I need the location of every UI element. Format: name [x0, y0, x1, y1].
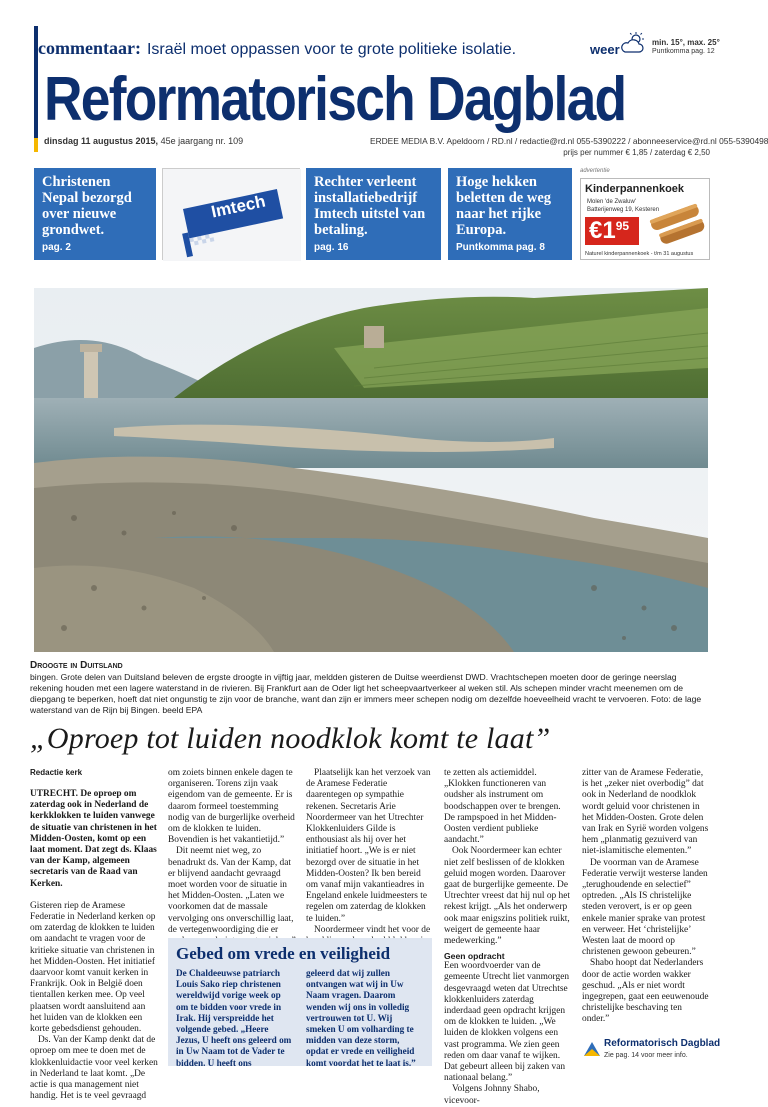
article-paragraph: Volgens Johnny Shabo, vicevoor-	[444, 1084, 540, 1106]
article-subheading: Geen opdracht	[444, 951, 505, 962]
article-paragraph: Ook Noordermeer kan echter niet zelf beslissen of de klokken geluid mogen worden. Daarover gaat de burgerlijke gemeente. De Utrechter vreest dat hij nul op het rekest krijgt. „Als het onderwerp ook maar enigszins politiek ruikt, weigert de gemeente haar medewerking.”	[444, 846, 570, 947]
teaser-title: Rechter verleent installatiebedrijf Imtech uitstel van betaling.	[314, 174, 426, 238]
article-paragraph: Plaatselijk kan het verzoek van de Aramese Federatie daarentegen op sympathie rekenen. Secretaris Arie Noordermeer van het Utrechter Klokkenluiders Gilde is enthousiast als hij over het initiatief hoort. „We is er niet bezorgd over de situatie in het Midden-Oosten? Ik ben bereid om vanaf mijn vakantieadres in Engeland enkele luidmeesters te regelen om zaterdag de klokken te luiden.”	[306, 768, 431, 924]
weather-label: weer	[590, 42, 620, 57]
prayer-text-left: De Chaldeeuwse patriarch Louis Sako riep christenen wereldwijd vorige week op om te bidden voor vrede in Irak. Hij verspreidde het volgende gebed. „Heere Jezus, U heeft ons geleerd om in Uw Naam tot de Vader te bidden. U heeft ons	[176, 968, 292, 1068]
imtech-sign-text: Imtech	[209, 191, 268, 222]
ad-footer: Naturel kinderpannenkoek - t/m 31 augustus	[585, 251, 694, 257]
advertisement[interactable]	[580, 168, 710, 260]
teaser-imtech[interactable]	[306, 168, 441, 260]
article-paragraph: De voorman van de Aramese Federatie verwijt westerse landen „terughoudende en selectief” optreden. „Als IS christelijke steden verovert, is er op geen enkele manier sprake van protest en verweer. Het ‘christelijke’ Westen laat de moord op christenen gewoon gebeuren.”	[582, 857, 708, 958]
teaser-page: pag. 16	[314, 242, 349, 253]
ad-shop-name: Molen 'de Zwaluw'	[587, 199, 636, 205]
article-byline: Redactie kerk	[30, 768, 83, 777]
teaser-title: Christenen Nepal bezorgd over nieuwe grondwet.	[42, 174, 132, 238]
caption-credit: beeld EPA	[162, 705, 203, 715]
river-landscape-graphic	[34, 288, 708, 652]
imtech-image[interactable]	[162, 168, 300, 260]
article-column-3	[306, 768, 434, 936]
prayer-box	[168, 938, 432, 1066]
photo-caption	[30, 660, 710, 716]
teaser-nepal[interactable]	[34, 168, 156, 260]
ad-price	[585, 217, 639, 245]
article-paragraph: om zoiets binnen enkele dagen te organiseren. Torens zijn vaak eigendom van de gemeente. Er is daarom formeel toestemming nodig van de burgerlijke overheid om de klokken te luiden. Bovendien is het vakantietijd.”	[168, 768, 295, 846]
article-paragraph: te zetten als actiemiddel. „Klokken functioneren van oudsher als instrument om boodschappen over te brengen. De rampspoed in het Midden-Oosten verdient publieke aandacht.”	[444, 768, 561, 846]
article-paragraph: zitter van de Aramese Federatie, is het „zeker niet overbodig” dat ook in Nederland de noodklok wordt geluid voor christenen in het Midden-Oosten. Grote delen van Irak en Syrië worden volgens hem „planmatig gezuiverd van niet-islamitische elementen.”	[582, 768, 709, 857]
article-paragraph: Een woordvoerder van de gemeente Utrecht liet vanmorgen desgevraagd weten dat Utrechtse klokkenluiders zaterdag inderdaad geen opdracht krijgen om de klokken te luiden. „We luiden de klokken volgens een vast programma. We zien geen reden om daar vanaf te wijken. Dat gebeurt alleen bij zaken van nationaal belang.”	[444, 961, 570, 1084]
ad-title: Kinderpannenkoek	[585, 183, 685, 195]
article-paragraph: Noordermeer vindt het voor de	[314, 924, 431, 935]
issue-number: 45e jaargang nr. 109	[160, 136, 244, 146]
rhine-drought-photo[interactable]	[34, 288, 708, 652]
cloud-sun-icon	[620, 32, 646, 54]
prayer-text-right: geleerd dat wij zullen ontvangen wat wij in Uw Naam vragen. Daarom wenden wij ons in volledig vertrouwen tot U. Wij smeken U om volharding te midden van deze storm, opdat er vrede en veiligheid komt voordat het te laat is.”	[306, 968, 416, 1068]
ad-price-main: €1	[589, 217, 616, 244]
teaser-page: Puntkomma pag. 8	[456, 242, 545, 253]
commentary-teaser[interactable]	[38, 38, 578, 60]
masthead-accent-bar-yellow	[34, 138, 38, 152]
article-lead: UTRECHT. De oproep om zaterdag ook in Nederland de kerkklokken te luiden vanwege de situatie van christenen in het Midden-Oosten, komt op een laat moment. Dat zegt ds. Klaas van der Kamp, algemeen secretaris van de Raad van Kerken.	[30, 789, 157, 889]
pancake-roll-graphic	[649, 203, 707, 249]
caption-text: bingen. Grote delen van Duitsland beleven de ergste droogte in vijftig jaar, meldden gisteren de Duitse weerdienst DWD. Vrachtschepen moeten door de geringe neerslag rekening houden met een lagere waterstand in de rivieren. Bij Frankfurt aan de Oder ligt het scheepvaartverkeer al weken stil. Als schepen minder vracht meenemen om de diepgang te beperken, hoeft dat niet ongunstig te zijn voor de branche, want dan zijn er immers meer schepen nodig om dezelfde hoeveelheid vracht te vervoeren. Foto: de lage waterstand van de Rijn bij Bingen.	[30, 672, 702, 715]
teaser-page: pag. 2	[42, 242, 71, 253]
ad-label: advertentie	[580, 168, 610, 174]
issue-date: dinsdag 11 augustus 2015,	[44, 136, 159, 146]
rd-logo-icon	[582, 1040, 602, 1058]
article-column-4	[444, 768, 572, 1107]
masthead-title: Reformatorisch Dagblad	[44, 65, 626, 134]
dateline	[44, 136, 344, 146]
prayer-title: Gebed om vrede en veiligheid	[176, 944, 391, 963]
weather-ref: Puntkomma pag. 12	[652, 48, 715, 55]
commentary-label: commentaar:	[38, 38, 141, 58]
article-column-2	[168, 768, 296, 936]
caption-heading: Droogte in Duitsland	[30, 660, 123, 671]
rd-promo-sub: Zie pag. 14 voor meer info.	[604, 1052, 688, 1059]
article-paragraph: Ds. Van der Kamp denkt dat de oproep om mee te doen met de klokkenluidactie voor veel kerken in Nederland te laat komt. „De actie is qua management niet handig. Het is te veel gevraagd	[30, 1035, 158, 1102]
rd-promo[interactable]	[582, 1038, 721, 1066]
ad-shop-address: Batterijenweg 19, Kesteren	[587, 207, 660, 213]
rd-promo-title: Reformatorisch Dagblad	[604, 1038, 721, 1049]
ad-price-cents: 95	[615, 219, 630, 233]
article-paragraph: Shabo hoopt dat Nederlanders door de actie worden wakker geschud. „Als er niet wordt ingegrepen, gaat een eeuwenoude christelijke beschaving ten onder.”	[582, 958, 709, 1025]
article-column-5	[582, 768, 710, 1026]
article-paragraph: Gisteren riep de Aramese Federatie in Nederland kerken op om zaterdag de klokken te luiden om aandacht te vragen voor de kritieke situatie van christenen in het Midden-Oosten. Het initiatief daarvoor komt vanuit kerken in Frankrijk. Ook in België doen tientallen kerken mee. Op veel plaatsen wordt aansluitend aan het luiden van de klokken een korte gebedsdienst gehouden.	[30, 900, 156, 1035]
teaser-title: Hoge hekken beletten de weg naar het rijke Europa.	[456, 174, 552, 238]
price-line: prijs per nummer € 1,85 / zaterdag € 2,50	[563, 148, 710, 157]
article-column-1	[30, 768, 158, 1102]
teaser-europa[interactable]	[448, 168, 572, 260]
weather-temps: min. 15°, max. 25°	[652, 38, 720, 47]
commentary-text: Israël moet oppassen voor te grote politieke isolatie.	[146, 41, 517, 58]
article-headline: „Oproep tot luiden noodklok komt te laat”	[30, 722, 551, 755]
ad-panel	[580, 178, 710, 260]
article-paragraph: Dit neemt niet weg, zo benadrukt ds. Van der Kamp, dat er blijvend aandacht gevraagd moet worden voor de situatie in het Midden-Oosten. „Laten we voorkomen dat de massale vervolging ons onverschillig laat, de vertegenwoordiging die er	[168, 846, 294, 935]
contact-line: ERDEE MEDIA B.V. Apeldoorn / RD.nl / redactie@rd.nl 055-5390222 / abonneeservice@rd.nl 055-5390498	[370, 136, 768, 146]
